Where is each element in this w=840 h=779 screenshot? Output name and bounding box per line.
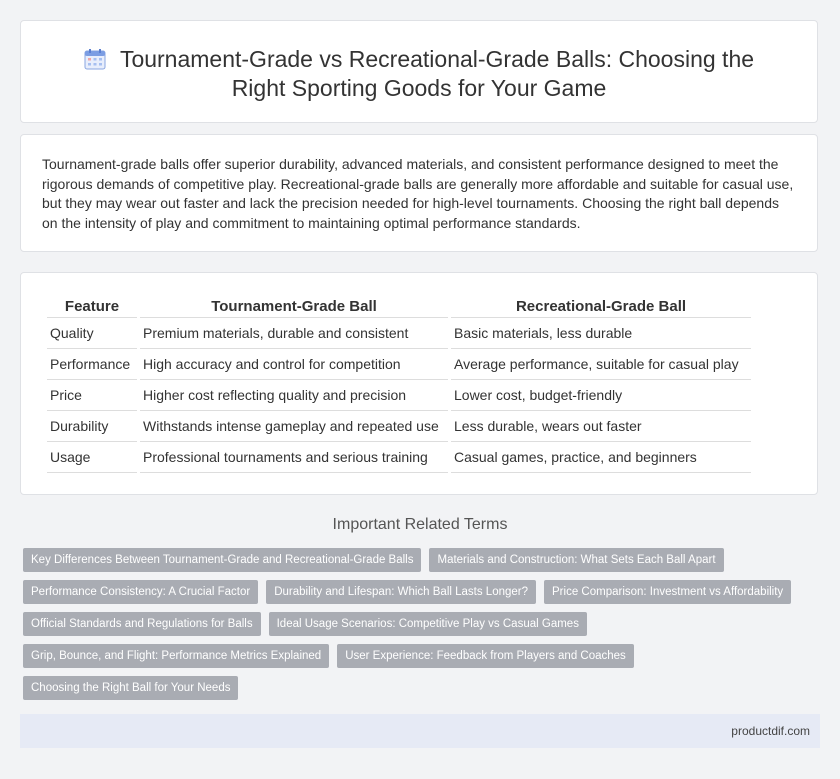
site-link[interactable]: productdif.com [731,724,810,738]
comparison-table [44,295,754,473]
table-cell: Durability [47,411,137,442]
table-row [47,411,751,442]
table-cell: Premium materials, durable and consistent [140,318,448,349]
related-tags [23,548,823,708]
intro-paragraph: Tournament-grade balls offer superior durability, advanced materials, and consistent performance designed to meet the rigorous demands of competitive play. Recreational-grade balls are generally more affordable and suitable for casual use, but they may wear out faster and lack the precision needed for high-level tournaments. Choosing the right ball depends on the intensity of play and commitment to maintaining optimal performance standards. [42,156,794,231]
table-row [47,318,751,349]
table-cell: Performance [47,349,137,380]
header-tournament: Tournament-Grade Ball [140,295,448,318]
table-cell: Average performance, suitable for casual play [451,349,751,380]
related-tag[interactable]: Materials and Construction: What Sets Each Ball Apart [429,548,723,572]
table-cell: Higher cost reflecting quality and precision [140,380,448,411]
title-line-2: Right Sporting Goods for Your Game [231,75,607,101]
table-header-row [47,295,751,318]
related-tag[interactable]: Key Differences Between Tournament-Grade and Recreational-Grade Balls [23,548,421,572]
comparison-card [20,272,818,495]
header-recreational: Recreational-Grade Ball [451,295,751,318]
related-tag[interactable]: Durability and Lifespan: Which Ball Lasts Longer? [266,580,536,604]
table-cell: Casual games, practice, and beginners [451,442,751,473]
table-cell: Lower cost, budget-friendly [451,380,751,411]
table-cell: High accuracy and control for competition [140,349,448,380]
table-cell: Quality [47,318,137,349]
related-tag[interactable]: Price Comparison: Investment vs Affordability [544,580,791,604]
table-cell: Less durable, wears out faster [451,411,751,442]
title-line-1: Tournament-Grade vs Recreational-Grade Balls: Choosing the [119,46,755,72]
related-tag[interactable]: User Experience: Feedback from Players and Coaches [337,644,634,668]
table-row [47,442,751,473]
table-cell: Withstands intense gameplay and repeated use [140,411,448,442]
related-tag[interactable]: Ideal Usage Scenarios: Competitive Play vs Casual Games [269,612,587,636]
page-title [21,45,817,103]
table-cell: Professional tournaments and serious training [140,442,448,473]
table-cell: Basic materials, less durable [451,318,751,349]
table-cell: Usage [47,442,137,473]
related-tag[interactable]: Grip, Bounce, and Flight: Performance Metrics Explained [23,644,329,668]
related-tag[interactable]: Performance Consistency: A Crucial Factor [23,580,258,604]
related-terms-title: Important Related Terms [332,516,508,533]
related-tag[interactable]: Choosing the Right Ball for Your Needs [23,676,238,700]
calendar-icon [84,48,106,70]
header-feature: Feature [47,295,137,318]
related-tag[interactable]: Official Standards and Regulations for Balls [23,612,261,636]
intro-card [20,134,818,252]
footer [20,714,820,748]
table-row [47,380,751,411]
table-cell: Price [47,380,137,411]
table-row [47,349,751,380]
title-card [20,20,818,123]
